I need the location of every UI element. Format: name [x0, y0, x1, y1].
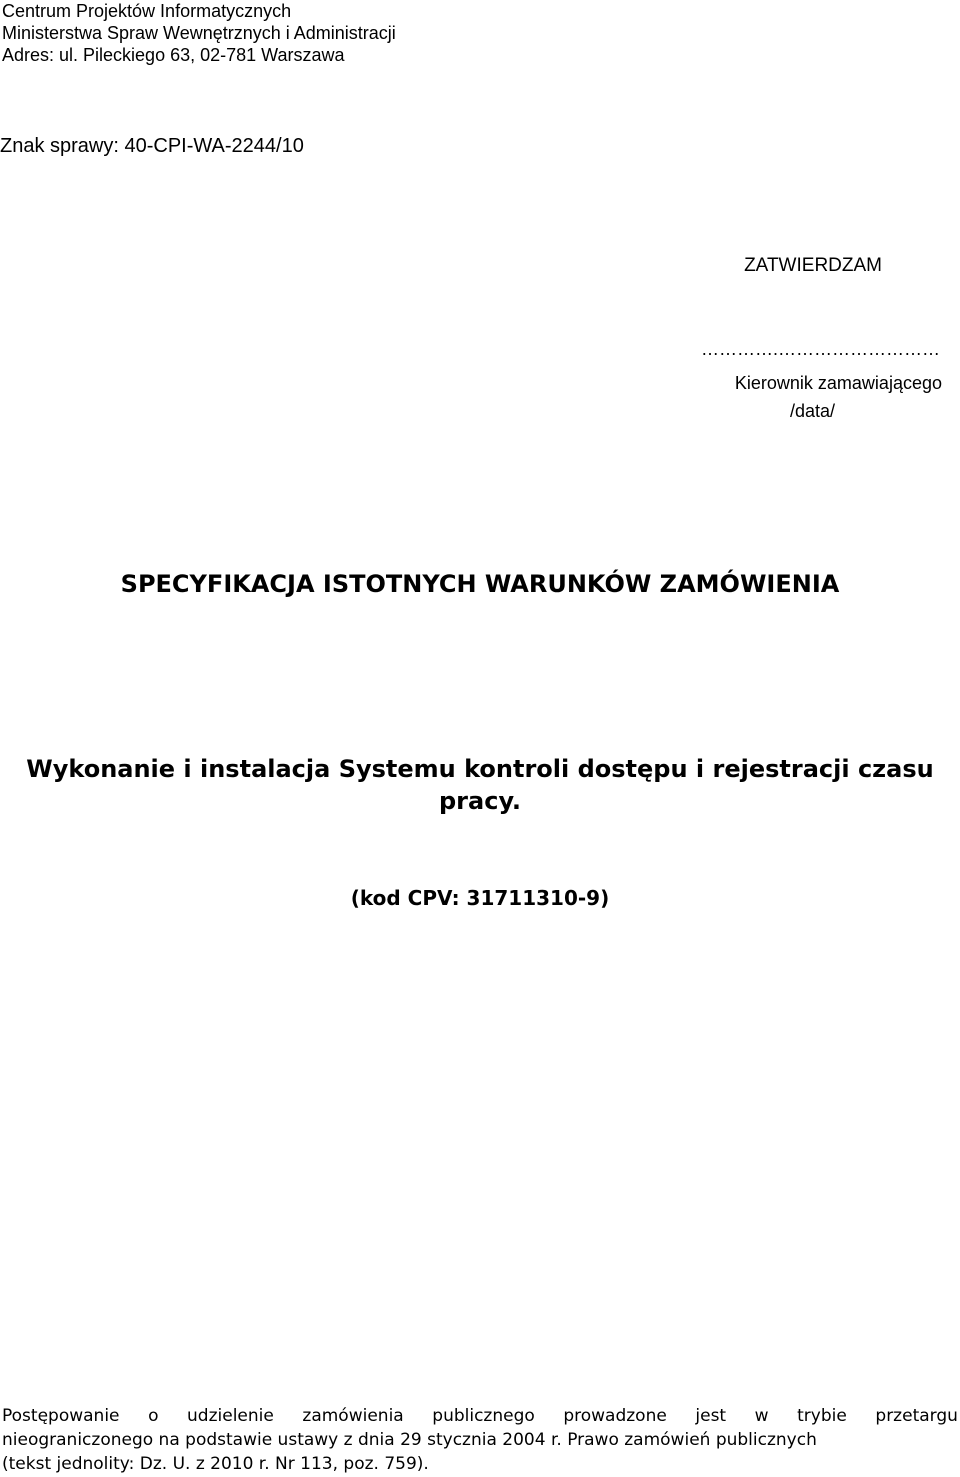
- subject-line-2: pracy.: [439, 787, 521, 815]
- footer-word: jest: [695, 1406, 727, 1426]
- footer-line-3: (tekst jednolity: Dz. U. z 2010 r. Nr 113, poz. 759).: [2, 1454, 429, 1474]
- organization-ministry: Ministerstwa Spraw Wewnętrznych i Administracji: [2, 23, 396, 43]
- approval-heading: ZATWIERDZAM: [744, 255, 882, 276]
- footer-word: Postępowanie: [2, 1406, 120, 1426]
- footer-line-2: nieograniczonego na podstawie ustawy z dnia 29 stycznia 2004 r. Prawo zamówień publicznych: [2, 1430, 817, 1450]
- procedure-legal-basis: [2, 1404, 958, 1476]
- organization-address: Adres: ul. Pileckiego 63, 02-781 Warszawa: [2, 45, 345, 65]
- signatory-role: Kierownik zamawiającego: [734, 373, 942, 393]
- signature-date-label: /data/: [790, 401, 836, 421]
- footer-word: o: [148, 1406, 159, 1426]
- organization-name: Centrum Projektów Informatycznych: [2, 1, 292, 21]
- signature-line: ………….………………………: [700, 339, 940, 359]
- document-title: SPECYFIKACJA ISTOTNYCH WARUNKÓW ZAMÓWIENIA: [120, 570, 840, 598]
- footer-word: publicznego: [432, 1406, 535, 1426]
- footer-word: zamówienia: [302, 1406, 404, 1426]
- footer-word: trybie: [797, 1406, 847, 1426]
- cpv-code: (kod CPV: 31711310-9): [350, 886, 610, 910]
- footer-word: w: [754, 1406, 769, 1426]
- footer-word: przetargu: [875, 1406, 958, 1426]
- footer-word: udzielenie: [187, 1406, 274, 1426]
- case-number: Znak sprawy: 40-CPI-WA-2244/10: [0, 135, 304, 157]
- footer-line-1: [2, 1404, 958, 1428]
- subject-line-1: Wykonanie i instalacja Systemu kontroli dostępu i rejestracji czasu: [26, 755, 934, 783]
- footer-word: prowadzone: [563, 1406, 667, 1426]
- procurement-subject: [0, 753, 960, 817]
